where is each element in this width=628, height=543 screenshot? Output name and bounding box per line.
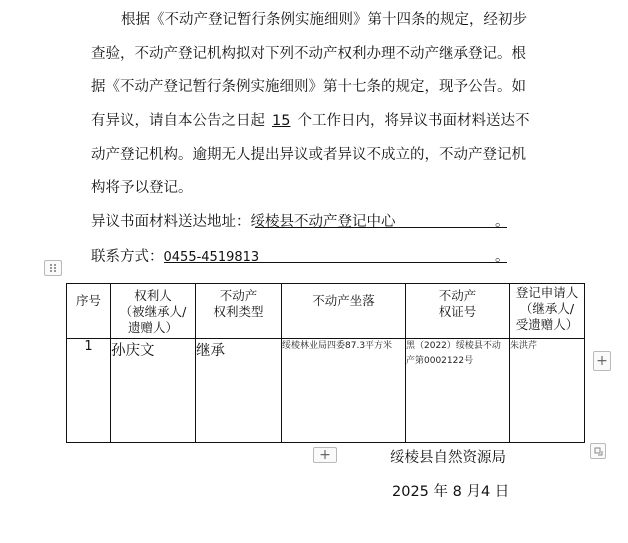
notice-line-3: 据《不动产登记暂行条例实施细则》第十七条的规定，现予公告。如 [91,79,526,96]
cell-applicant: 朱洪芹 [510,339,585,443]
contact-label: 联系方式： [91,249,164,265]
notice-line-2: 查验，不动产登记机构拟对下列不动产权利办理不动产继承登记。根 [91,45,526,62]
notice-line-5: 动产登记机构。逾期无人提出异议或者异议不成立的，不动产登记机 [91,146,526,163]
registration-table [66,283,585,443]
objection-days: 15 [272,113,291,130]
plus-icon: + [596,353,608,369]
contact-phone: 0455-4519813 [163,250,260,265]
notice-line-4-end: 个工作日内，将异议书面材料送达不 [297,113,530,130]
notice-line-6: 构将予以登记。 [91,180,193,197]
notice-line-1: 根据《不动产登记暂行条例实施细则》第十四条的规定，经初步 [121,12,527,28]
table-row [67,339,585,443]
header-holder: 权利人 （被继承人/ 遗赠人） [111,284,196,339]
objection-address-label: 异议书面材料送达地址： [91,214,251,230]
notice-paragraph [91,4,541,206]
table-resize-handle[interactable] [590,443,606,459]
header-location: 不动产坐落 [282,284,406,339]
header-right-type: 不动产 权利类型 [196,284,282,339]
cell-holder: 孙庆文 [111,339,196,443]
add-row-button[interactable] [313,447,337,463]
notice-line-4 [91,105,541,139]
plus-icon: + [319,447,331,463]
cell-cert-no: 黑（2022）绥棱县不动产第0002122号 [406,339,510,443]
resize-corner-icon [594,447,603,456]
objection-address-end: 。 [495,214,510,230]
notice-line-4-start: 有异议，请自本公告之日起 [91,113,265,130]
cell-no: 1 [67,339,111,443]
contact-underline [164,262,507,263]
cell-location: 绥棱林业局四委87.3平方米 [282,339,406,443]
notice-date: 2025 年 8 月4 日 [392,484,510,500]
header-applicant: 登记申请人 （继承人/ 受遗赠人） [510,284,585,339]
objection-address-underline [255,227,507,228]
table-header-row [67,284,585,339]
issuing-organization: 绥棱县自然资源局 [390,450,506,466]
add-column-button[interactable] [593,351,611,371]
objection-address-value: 绥棱县不动产登记中心 [250,214,396,230]
cell-right-type: 继承 [196,339,282,443]
table-move-handle-icon[interactable] [44,260,62,276]
contact-end: 。 [495,249,510,265]
header-cert-no: 不动产 权证号 [406,284,510,339]
header-no: 序号 [67,284,111,339]
drag-dots-icon [49,263,57,273]
